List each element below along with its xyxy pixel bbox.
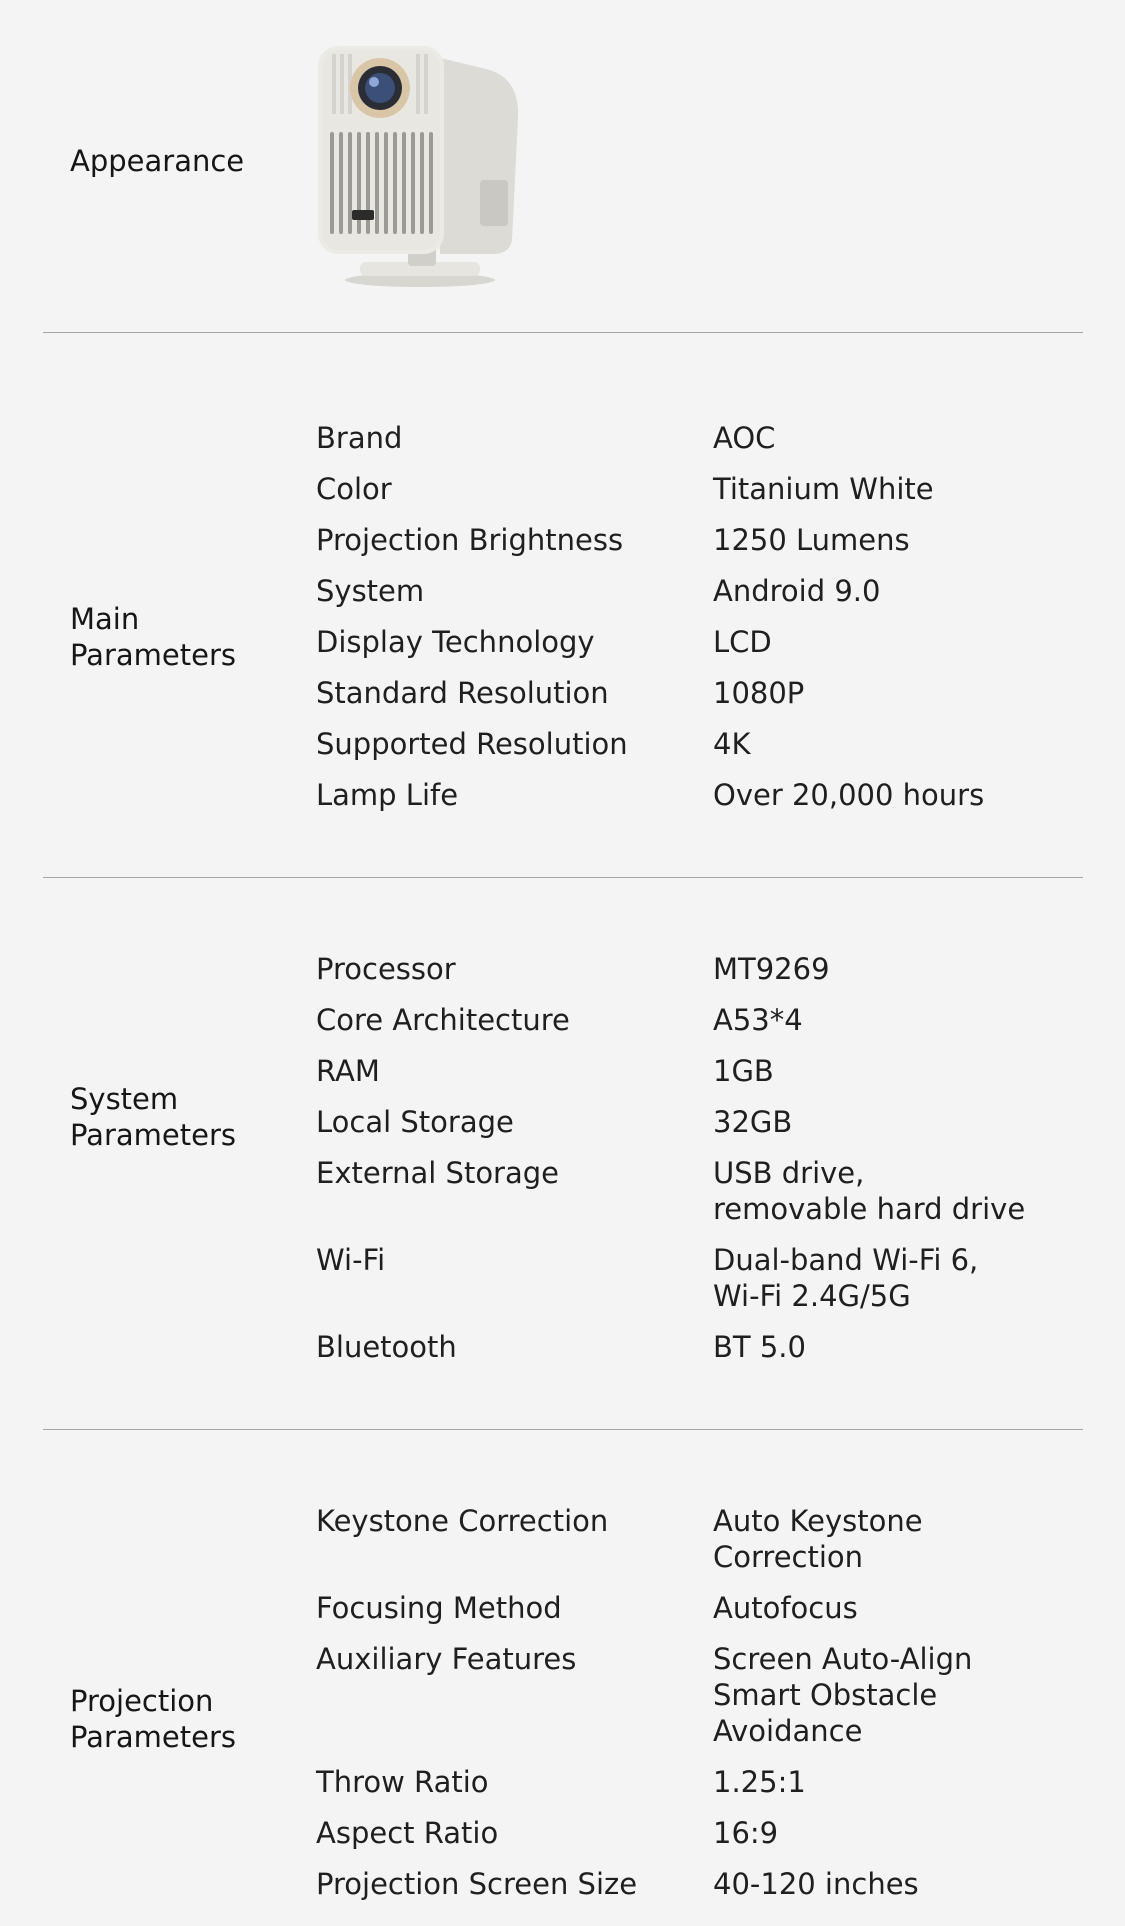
- spec-label: Local Storage: [316, 1105, 514, 1139]
- spec-value: 1.25:1: [713, 1765, 806, 1799]
- spec-row: [316, 951, 1096, 987]
- spec-value: Over 20,000 hours: [713, 778, 985, 812]
- divider: [43, 332, 1083, 333]
- spec-value: Screen Auto-Align Smart Obstacle Avoidance: [713, 1642, 973, 1748]
- spec-label: Color: [316, 472, 392, 506]
- spec-value: 1250 Lumens: [713, 523, 910, 557]
- spec-value: Auto Keystone Correction: [713, 1504, 923, 1574]
- spec-value: LCD: [713, 625, 772, 659]
- spec-value: Autofocus: [713, 1591, 858, 1625]
- spec-label: Aspect Ratio: [316, 1816, 499, 1850]
- spec-value: 1080P: [713, 676, 805, 710]
- divider: [43, 877, 1083, 878]
- spec-label: RAM: [316, 1054, 380, 1088]
- spec-row: [316, 1815, 1096, 1851]
- spec-label: Projection Brightness: [316, 523, 624, 557]
- spec-row: [316, 1242, 1096, 1314]
- spec-label: Core Architecture: [316, 1003, 570, 1037]
- system-parameters-title: System Parameters: [70, 1082, 236, 1152]
- spec-label: Keystone Correction: [316, 1504, 609, 1538]
- projection-parameters-title: Projection Parameters: [70, 1684, 236, 1754]
- spec-row: [316, 1329, 1096, 1365]
- spec-value: USB drive, removable hard drive: [713, 1156, 1026, 1226]
- main-parameters-title: Main Parameters: [70, 602, 236, 672]
- divider: [43, 1429, 1083, 1430]
- spec-row: [316, 420, 1096, 456]
- spec-label: Brand: [316, 421, 403, 455]
- spec-label: Processor: [316, 952, 456, 986]
- spec-row: [316, 1053, 1096, 1089]
- spec-value: 16:9: [713, 1816, 779, 1850]
- spec-label: Wi-Fi: [316, 1243, 386, 1277]
- spec-label: External Storage: [316, 1156, 560, 1190]
- appearance-section: [0, 0, 1125, 333]
- spec-row: [316, 624, 1096, 660]
- system-parameters-rows: [316, 951, 1096, 1365]
- spec-value: 1GB: [713, 1054, 774, 1088]
- spec-row: [316, 1155, 1096, 1227]
- spec-label: Auxiliary Features: [316, 1642, 577, 1676]
- spec-row: [316, 1590, 1096, 1626]
- spec-label: Bluetooth: [316, 1330, 457, 1364]
- spec-row: [316, 1866, 1096, 1902]
- spec-label: Display Technology: [316, 625, 595, 659]
- spec-label: Standard Resolution: [316, 676, 609, 710]
- spec-row: [316, 1764, 1096, 1800]
- spec-row: [316, 471, 1096, 507]
- main-parameters-rows: [316, 420, 1096, 813]
- spec-row: [316, 1641, 1096, 1749]
- spec-value: 4K: [713, 727, 751, 761]
- projector-image: [312, 40, 528, 290]
- spec-value: MT9269: [713, 952, 830, 986]
- spec-value: 32GB: [713, 1105, 793, 1139]
- appearance-title: Appearance: [70, 144, 245, 178]
- spec-row: [316, 522, 1096, 558]
- spec-value: 40-120 inches: [713, 1867, 919, 1901]
- spec-value: BT 5.0: [713, 1330, 806, 1364]
- spec-value: AOC: [713, 421, 776, 455]
- spec-row: [316, 777, 1096, 813]
- spec-row: [316, 1002, 1096, 1038]
- spec-label: Supported Resolution: [316, 727, 628, 761]
- spec-value: Titanium White: [713, 472, 934, 506]
- spec-label: Focusing Method: [316, 1591, 562, 1625]
- spec-row: [316, 726, 1096, 762]
- spec-value: Android 9.0: [713, 574, 881, 608]
- projection-parameters-rows: [316, 1503, 1096, 1902]
- spec-row: [316, 1104, 1096, 1140]
- spec-label: Throw Ratio: [316, 1765, 489, 1799]
- spec-value: Dual-band Wi-Fi 6, Wi-Fi 2.4G/5G: [713, 1243, 979, 1313]
- spec-label: Lamp Life: [316, 778, 459, 812]
- spec-row: [316, 1503, 1096, 1575]
- spec-label: System: [316, 574, 425, 608]
- spec-value: A53*4: [713, 1003, 803, 1037]
- spec-row: [316, 573, 1096, 609]
- spec-row: [316, 675, 1096, 711]
- spec-label: Projection Screen Size: [316, 1867, 638, 1901]
